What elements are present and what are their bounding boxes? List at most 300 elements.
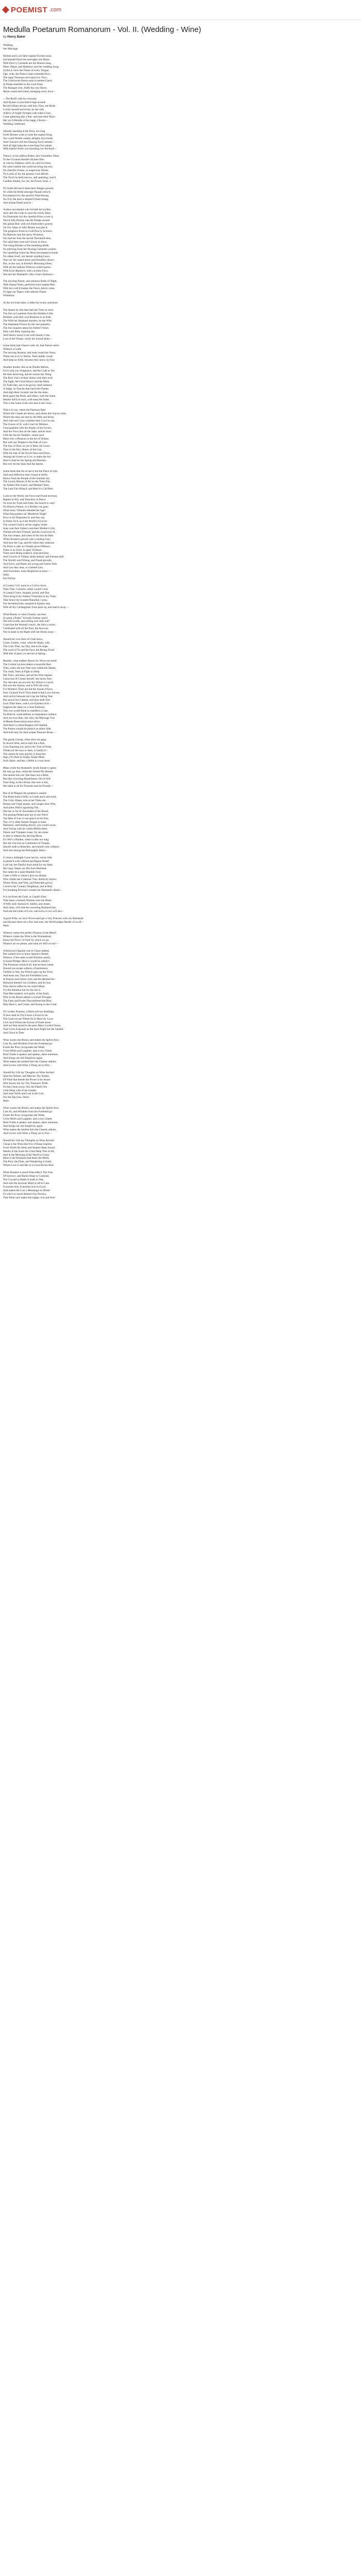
poem-line: Another doubts: But as he Doubts Before, — [3, 366, 50, 369]
stanza — [3, 1010, 135, 1036]
poem-line: The Wife her Husband murders; he the Wife. — [3, 319, 53, 323]
poem-line: Or Trabs they are to be grown, their ballance — [3, 383, 52, 387]
poem-line: No Looks of Joy the gloomy God affords. — [3, 173, 49, 176]
poem-line: The Gold-twine Pearls sunk in melted Guest, — [3, 79, 53, 83]
poem-heading: Wedding — [3, 44, 13, 47]
poem-line: With Eyes depress'd, with a joyless Face, — [3, 269, 48, 273]
poem-line: Come, foolish, come, what the Right, with. — [3, 641, 51, 645]
poem-line: For the Intention but for the Sin is. — [3, 989, 41, 992]
poem-line: And Justice weary'd out with bloody Cries, — [3, 333, 51, 337]
poem-line: Give such Whom the Favour of Earth alone — [3, 1021, 51, 1024]
poem-line: With dismal Notes, perform'd each nuptial Rite: — [3, 283, 56, 287]
poem-line: The Cone Thee, my Day, that to be stope, — [3, 645, 48, 649]
poem-line: And makes the Lost a Messenger in Drink! — [3, 1189, 51, 1192]
poem-line: Eat Fiction. — [3, 577, 16, 581]
poem-line: Fix'd with yon Vengeance, and the Gods to Yet: — [3, 369, 55, 373]
poem-line: And Execution, none afright'ted on must --- — [3, 570, 51, 573]
poem-byline — [3, 36, 358, 39]
site-header — [0, 0, 361, 20]
poem-line: No Rhet'ric could defend, no Impudence outface: — [3, 713, 57, 717]
poem-line: Suppose her taken in a close Embrace, — [3, 706, 45, 709]
poem-line: Encompass'd by the sportive Naid-throng, — [3, 194, 50, 197]
poem-line: And Force, and Rules are wrong and Justice fails. — [3, 563, 58, 566]
poem-line: The Star of Dust, no yet to Beat, the Grave. — [3, 445, 51, 448]
poem-line: She has so far th' Ascendant of the Board, — [3, 809, 49, 813]
poem-line: Sides. — [3, 573, 10, 577]
poem-line: And Lovers with Wine a Thing yet to Fire.-- — [3, 1131, 52, 1135]
poem-line: The Rich Vinct of their dolors with their lord, — [3, 376, 53, 380]
poem-line: Nor could Wedds comply delights Joys break, — [3, 137, 54, 140]
poem-line: That Wine can't make him happy, rich and free? — [3, 1196, 56, 1199]
poem-line: That Gives Exposure as the more Right but the Sanded. — [3, 1028, 64, 1031]
poem-line: Whitefoot. — [3, 294, 15, 298]
poem-line: Then Thee, Cornelia, rather would I wed — [3, 587, 48, 591]
poem-line: She acts the Jealous, and at Will she cries; — [3, 684, 50, 688]
stanza — [3, 366, 135, 405]
poem-line: Is firmly fix'd, as it the World's For-ever: — [3, 519, 48, 523]
poem-line: The Queen by him that hath the Trees in store, — [3, 308, 54, 312]
poem-line: That Men tenderly evil guilty of the Fault, — [3, 992, 50, 995]
poem-line: The gorgeous Food on Gold flow'ry Sconces. — [3, 230, 53, 233]
poem-line: The Book-learn'd Wife, in Greek and Latin bold; — [3, 795, 57, 799]
poem-line: Thence, in his saffron Robes, thro' boundless Skies, — [3, 155, 60, 158]
poem-line: And our best stored to the poor Man's Looth'd Stone, — [3, 1024, 61, 1028]
poem-line: Wine makes the studied Arts the Charms admire, — [3, 1060, 57, 1063]
poem-line: And brings our old Simplicity again. — [3, 1124, 43, 1128]
poem-subheading: See Marriage. — [3, 47, 19, 50]
poem-line: A Bevy of bright Nymphs with sober Grace, — [3, 111, 52, 115]
poem-line: Caudles Smoke, nor yet, the Power, kind...) — [3, 179, 51, 183]
stanza — [3, 1171, 135, 1200]
poem-line: And Grace in Thee. — [3, 1031, 25, 1035]
poem-line: Is able to redeem the lab'ring Moon. — [3, 835, 43, 838]
poem-line: And pities Dido's agonizing Fits. — [3, 806, 39, 809]
poem-line: Of Wine that breeds the Power to be Aware — [3, 1078, 51, 1081]
poem-line: And suck'st between her Lips the falling Tear: — [3, 695, 54, 699]
poem-line: and because there are a few bad ones, the World judges Hardly of us all.-- — [3, 921, 84, 924]
stanza — [3, 856, 135, 892]
stanza — [3, 638, 135, 656]
stanza — [3, 409, 135, 466]
poem-line: Nor had her Feet the sacred Threshold shun, — [3, 237, 52, 241]
poem-line: With Flow'ry Garlands are the Houses hung, — [3, 61, 52, 65]
poem-line: If thou shalt be Thy'd have a Frowl to do. — [3, 1013, 48, 1017]
poem-line: Where Noun, and Verb, and Participle grows; — [3, 881, 53, 885]
poem-line: The Gods excuse Wheel fie in Heav'nly Love; — [3, 1017, 54, 1021]
poem-line: What Dog-parties our Murderers Wage! — [3, 512, 47, 516]
poem-line: Celebrated with all the Pure, the Anyway, — [3, 627, 49, 631]
poem-line: The Fates and Furies Discomforted the Rest, — [3, 999, 52, 1003]
poem-line: And instant Death ensu'd.-- — [3, 201, 34, 205]
poem-line: And what Wolfs and Lost in the God. — [3, 1092, 44, 1096]
poem-line: Not in haste in the Right with hot Home away.-- — [3, 631, 56, 634]
poem-line: Hearke Sal'd on each, with keep the Same, — [3, 398, 50, 401]
poem-line: Joyful to view the Flame of every Tongue. — [3, 69, 50, 72]
poem-line: Was o'er her naked Arms and Shoulders drawn — [3, 258, 54, 262]
poem-line: No glitt'ring Zone her flowing Garments wound; — [3, 247, 57, 251]
poem-line: Conscious of Crimes herself, she teizes first; — [3, 677, 52, 681]
stanza — [3, 470, 135, 492]
poem-line: On ivry Steps or lofty Beams was plac'd, — [3, 226, 48, 230]
poem-line: Brothers with their own Brethren in at forth. — [3, 315, 52, 319]
poem-line: Is pester'd with a Mood and Rigour Bride! — [3, 859, 50, 863]
poem-line: But with our Temple to the Path of Love. — [3, 441, 48, 445]
poem-line: But search her Cabinet, and thou shalt find — [3, 699, 50, 702]
poem-line: Of Sorrows, and Bursts Hope to Continue, — [3, 1175, 50, 1178]
poem-line: Among the Sweet we Live, to make the Art. — [3, 455, 52, 459]
poem-line: Where the Clouds are drawn, and where the Graces come, — [3, 412, 67, 416]
poem-line: To light our Tapers with infernal Flame. — [3, 291, 47, 294]
stanza — [3, 97, 135, 126]
poem-line: In vain by Orpheus call'd, he cam'd in bless, — [3, 162, 52, 165]
poem-line: Whence comes the Wish to the Womankind, — [3, 935, 52, 938]
poem-line: At the lov'd the balm, it didst thy lovely nem'brast — [3, 301, 58, 305]
poem-line: And Vulcan with his whole Militia there. — [3, 827, 48, 831]
poem-line: Some think that Chance rules all, that Nature steers — [3, 344, 59, 348]
poem-line: The howling Parent, and ominous Birds of Night, — [3, 280, 57, 283]
poem-line: Faithful in War, the Wretch goes up the Trust; — [3, 971, 53, 974]
poem-line: Exalts the Poor; invigorates the Weak; — [3, 1114, 45, 1117]
poem-line: And calls the Gods to wear the lovely Bites. — [3, 212, 52, 215]
poem-line: And Cinicard with her flaming Torch attends.-- — [3, 140, 55, 144]
poem-line: These run to ev'ry Shrine, Tears boldly swear, — [3, 355, 53, 359]
poem-line: And with one Cross combine their Love to one, — [3, 419, 55, 423]
poem-line: Lust of the Virtues, rectly her mortal Skies.-- — [3, 337, 53, 341]
poem-line: From Worth the Seed, and Sunken Bean Sound. — [3, 1146, 56, 1149]
poem-line: Such are the Links of Love, and such a Love will last.-- — [3, 910, 64, 913]
poem-line: Should thy Life lay Thoughts on Wine declare! — [3, 1139, 55, 1142]
poem-line: Gives Mirth and Laughter, and a rosy Cheek. — [3, 1049, 53, 1053]
poem-line: Nor adj'd then were not Gowns in show; — [3, 241, 47, 244]
poem-line: The Torch he held (sorrow, still spuriting, rack'd — [3, 176, 56, 180]
poem-line: And robs the Anxious Mind of all its Care. — [3, 1182, 50, 1185]
poem-line: She mends him not: She fears not a Belle, — [3, 774, 49, 777]
poem-line: For Women's Tears are but the Sweat of Eyes. — [3, 688, 54, 691]
poem-line: Grant that the Woman's much, she fails a worse; — [3, 623, 56, 627]
poem-line: E'n Wit's a Burden, when it talks too long: — [3, 838, 50, 842]
poem-line: Some think that Art at last is but the Place of Life, — [3, 469, 58, 473]
poem-line: The rising Blushes of the trembling Bride. — [3, 244, 50, 247]
poem-line: Whence, if the earth would Wisdom satisfy, — [3, 956, 51, 960]
poem-line: Lovely herself and lovely by her side — [3, 108, 44, 112]
poem-line: Should thy Life lay Thoughts on Wine declare! — [3, 1071, 55, 1074]
poem-line: Wine warms the Blood, and makes the Spirits flow, — [3, 1107, 59, 1110]
poem-line: In Jewels drest, and at each Ear a Bob, — [3, 741, 45, 745]
poem-line: And both may for their proper Pleasure Boast.-- — [3, 731, 56, 734]
poem-line: There is no Trust, in open Violence. — [3, 548, 42, 552]
poem-line: The Banquet over, Strife the cosy Bowl; — [3, 87, 47, 90]
poem-line: No trust for Truth and Faith, the Search is vain! — [3, 502, 55, 505]
poem-line: As Fathers flee Scarce, and Mothers' Rest, — [3, 484, 50, 487]
poem-line: Came glittering like a Star, and took their Place. — [3, 115, 56, 118]
poem-line: But wanted love to know Spartin's Breed, — [3, 953, 49, 956]
poem-line: Each Tiller there, with Love Epistles lin'd.-- — [3, 702, 52, 706]
poem-line: Nay, ev'ry other female Tongue is mute. — [3, 820, 47, 824]
poem-line: Wedding Celebrator. — [3, 122, 26, 126]
poem-line: And bear the Cup, and lift where they embrace. — [3, 541, 55, 545]
stanza — [3, 155, 135, 183]
poem-line: May Heav'n, and Crime, and Strong in this Creat. — [3, 1003, 57, 1006]
poem-line: With this of glory ye and not at Spring... — [3, 652, 47, 655]
poem-line: But ever let the Stars find the Spirits. — [3, 462, 44, 466]
poem-line: The Critic-Dame, who at her Table sits; — [3, 799, 46, 802]
poem-line: That is to say, where the Passions fight — [3, 409, 46, 412]
poem-line: Who knows the Joy Thy Treasure's Pride. — [3, 1081, 49, 1085]
poem-line: Joy'd by the tears a serpent'd Stam strang, — [3, 197, 49, 201]
poem-line: Where the tears are met by the Mile and thrise, — [3, 416, 55, 419]
poem-line: Whence art we please, and what we Will we do? -- — [3, 942, 59, 945]
poem-line: Until Deep with of the trouble. — [3, 1089, 37, 1092]
poem-line: No Darksome Joy the cheerful Prize a swer it, — [3, 215, 54, 219]
poem-line: Ope, wide, the Palace Gates extended flow; — [3, 72, 51, 76]
stanza — [3, 55, 135, 94]
stanza — [3, 495, 135, 581]
poem-line: Nose Sing; in this divine, that now is fair, — [3, 781, 49, 785]
poem-line: Or that Clears away. Nor the Dead's Ore — [3, 1085, 47, 1089]
poem-line: Cheap is the Wine that Fire of Hope inspires, — [3, 1142, 53, 1146]
poem-line: Her Fears, and tears, and all her Wits repeats: — [3, 673, 53, 677]
poem-line: Then, when she has Thee sure within the Sheets, — [3, 666, 56, 670]
poem-line: Blest is the Drunkard that bears the Mirth, — [3, 1157, 50, 1160]
poem-line: And there's a silent Bargain still implied, — [3, 723, 48, 727]
poem-line: For breaking Priscian's, breaks her Husband's Head.-- — [3, 888, 62, 892]
stanza — [3, 130, 135, 151]
poem-line: Wine makes the studied Arts the Charms admire, — [3, 1128, 57, 1131]
poem-line: No Place is safe; no Temple gives Defence; — [3, 545, 51, 548]
poem-heading-block — [3, 44, 135, 51]
poem-line: Thy ready Tears at Fight in Sleep — [3, 670, 40, 673]
poem-line: With her cortl'd Snakes the Fierce Alecto came, — [3, 287, 55, 291]
poem-line: The prating Pedant puts not in one Word: — [3, 813, 48, 817]
poem-line: Her babe in all his Tomonts and his Friends.-- — [3, 785, 54, 788]
poem-line: Idem. — [3, 1099, 10, 1103]
poem-line: Such Spirit, and hee, a Belle is a way most. — [3, 759, 51, 763]
poem-line: Gives Mirth and Laughter, and a rosy Cheek. — [3, 1117, 53, 1121]
poem-line: Both gaunt the Dead, and others, with the Same. — [3, 394, 56, 398]
poem-line: Poor Cuckold Fool! Thou think'st that Love sincere, — [3, 691, 60, 695]
poem-body — [3, 44, 135, 1200]
poem-line: Goes flaunting out, and in her Trim of Pride, — [3, 745, 52, 749]
poem-line: Tern'd lofty Hymen rate the Pomps around — [3, 219, 50, 223]
poem-line: She still scolds, and yelling ever sells one? — [3, 620, 50, 623]
poem-line: But like a howling Hyperbaean, full of Self — [3, 777, 51, 781]
poem-line: Sons wait their Father's and their Mother's Life, — [3, 527, 56, 530]
poem-line: A Renown'd Spartan was to Chase indeed, — [3, 949, 50, 953]
poem-line: Should her own fears of Gods know, — [3, 638, 43, 641]
stanza — [3, 208, 135, 276]
stanza — [3, 1071, 135, 1104]
poem-line: Ye while the Bride amongst Naiads strew'd, — [3, 190, 51, 194]
poem-line: Thus did he suffer for his sinful Mind, — [3, 985, 45, 989]
poem-line: He does deceiving, and he swears the Thing. — [3, 373, 52, 376]
poem-line: Betrayed himself, his Children, and his Son — [3, 981, 51, 985]
poem-line: Hymen and Love their nuptial Torches raise, — [3, 54, 52, 58]
poem-line: No cheerful Greens, or auspicious Words, — [3, 169, 49, 173]
poem-line: And bears not; That not Forbidden Love; — [3, 974, 48, 978]
poem-line: Who in his Breast admits a wicked Thought. — [3, 995, 52, 999]
poem-line: What lucky Villanies blended the Age! — [3, 509, 46, 513]
poem-line: But, as she was, in Kerem's Mourning Dress, — [3, 262, 53, 265]
poem-line: To the Ciconian Borders Hymen flies: — [3, 158, 45, 162]
poem-line: So great a Pride? 'A lordly fortune ruin'd — [3, 616, 47, 620]
poem-line: A Judge, its Fancies that bus'd the Flames — [3, 387, 49, 391]
stanza — [3, 950, 135, 1007]
poem-line: Besides, what endless Brawls by Wives are bred! — [3, 659, 57, 663]
poem-line: Mean while the Husband's whole Estate is spent; — [3, 767, 57, 770]
poem-line: He came indeed; but could not bring Success: — [3, 165, 53, 169]
poem-line: The Lark Fair-Wing'd, and Heav'n's Call Best. — [3, 487, 54, 491]
poem-line: With all thy Carthaginian Train pack up, and march away.-- — [3, 605, 69, 609]
poem-line: And yet even then, she cries, the Marriage Vow — [3, 717, 55, 720]
poem-line: In Pomp assemble to the royal Feast. — [3, 83, 44, 87]
poem-line: The Poor, the Flute, and Wandering to Earth. — [3, 1160, 52, 1164]
poem-line: Should not escape without a Punishment. — [3, 967, 48, 971]
poem-line: Without a Guide — [3, 348, 22, 351]
stanza — [3, 917, 135, 928]
stanza — [3, 309, 135, 341]
poem-line: But of all Plagues the greatest is untold: — [3, 791, 47, 795]
poem-line: And the Vows that all the Sake, and be Sure. — [3, 430, 52, 434]
poem-line: His genial Bed, with rich Embroidery graced, — [3, 223, 53, 226]
author-link[interactable]: Henry Baker — [7, 36, 26, 39]
poem-line: The Parties should be pleas'd on either Side: — [3, 727, 52, 731]
poem-line: And Crowds of Villains skulk behind, and Fortune skill. — [3, 555, 64, 559]
stanza — [3, 767, 135, 788]
poem-line: And Lovers with Wine a Thing yet to Fire.-- — [3, 1063, 52, 1067]
poem-line: She met her Husband's, like a Son's Embrace.-- — [3, 273, 55, 276]
poem-line: Shed thy Rebuts, and Mercies Thy Shame, — [3, 1074, 50, 1078]
poem-line: Should walk in Breeches, and should wear a Beard, — [3, 845, 60, 849]
poem-line: And Law they beat, or cozened Lies, — [3, 566, 43, 570]
poem-line: Swelt Hymen waits to raise the nuptial Song; — [3, 133, 53, 137]
stanza — [3, 792, 135, 853]
poem-line: This you would think so manifest a Case, — [3, 709, 48, 713]
poem-line: Homer and Virgil quotes, and weighs their Wits; — [3, 802, 56, 806]
poem-line: And Hymen is proclaim'd high around: — [3, 101, 46, 105]
poem-line: Take hence thy boasted Hannibal, I pray, — [3, 598, 48, 602]
poem-line: Nor the Bacchus. Dolce — [3, 1096, 29, 1099]
stanza — [3, 895, 135, 913]
poem-line: While Brothers prevail with a smiling Face, — [3, 537, 51, 541]
poem-line: And all high hang the screeching Owl asked, — [3, 144, 53, 147]
poem-line: The current Gold is all the mighty Strife: — [3, 523, 48, 527]
poem-line: A Country Girl, nurst to a Curt'sy-level, — [3, 584, 47, 587]
poem-line: Duty with Piety expiring lies, — [3, 330, 36, 333]
poem-line: -- The Rooft with Joy resound, — [3, 97, 37, 101]
poem-line: A good Wife, we once Wives need get a very Princess with our Husbands — [3, 917, 84, 921]
poem-line: And mix among the Philosophic Herd.-- — [3, 849, 47, 853]
poem-line: Her joy'd Heralds of his happy Choice.-- — [3, 118, 48, 122]
poem-line: The Son inquires about his Father's Years; — [3, 326, 50, 330]
poem-line: Look on the World, see Force and Fraud increase, — [3, 495, 58, 498]
poem-line: It is not from the Gods, or Cupid's Dart, — [3, 895, 47, 899]
poem-line: And each Affection that's found at Strife, — [3, 473, 48, 477]
poem-line: But rather be a quiet Humble Fool: — [3, 870, 42, 874]
poem-line: A Lamp'd Grace, haughty, proud, and fine, — [3, 591, 50, 595]
poem-line: The Graces of ill, with Cruel lor Mistress — [3, 423, 48, 427]
poem-line: Or who's so much distress'd by Poverty, — [3, 1192, 47, 1196]
poem-line: The Man of Law is non-plus'd in his Suit; — [3, 817, 49, 820]
stanza — [3, 584, 135, 609]
poem-line: It hound Pledge; Heav'n would he satisfy's — [3, 960, 50, 963]
poem-line: Sign, (Tis Best to Sa'ght, Sa'ght Mind. — [3, 756, 45, 759]
poem-line: The Son on Laurelsin from the Sheldon Lillie, — [3, 312, 54, 315]
poem-content — [0, 20, 361, 1234]
poem-line: O what a midnight Curse has he, whose Side — [3, 856, 52, 859]
poem-line: The cannot be sure quickly is Innocent. — [3, 752, 46, 756]
poem-line: Thinks all she says or does, is Justify'd.-- — [3, 749, 48, 752]
poem-line: Blown from the People of the Summer Air, — [3, 477, 51, 480]
poem-line: The moving Seasons, and turns round the Years; — [3, 351, 56, 355]
poem-line: Bless ever a Pleasure in the Art of Drakes. — [3, 437, 50, 441]
poem-line: Thus in the Day, Honey of the Cup, — [3, 448, 42, 451]
stanza — [3, 301, 135, 305]
site-logo[interactable] — [3, 6, 61, 14]
poem-line: A Mental Reservation must allow; — [3, 720, 41, 724]
poem-line: The gaudy Gossip, when she's set agog, — [3, 738, 47, 741]
poem-line: Pipes, Harps, and Hautboys and the wedding Song, — [3, 65, 59, 69]
stanza — [3, 187, 135, 205]
stanza — [3, 1139, 135, 1168]
poem-line: In Prayers each Hour cross and the deemed far-- — [3, 978, 56, 981]
poem-line: The Lovely Breeze of All on the Trees Fair. — [3, 480, 51, 484]
poem-line: That many a homely Woman wins the Heart: — [3, 899, 52, 903]
poem-line: Care fly, and Wrinkles from the Forehead go: — [3, 1110, 53, 1114]
poem-line: With the Star of the Scroll Stave and Draw. — [3, 451, 51, 455]
poem-line: With all the Sadness Widows could express. — [3, 265, 52, 269]
poem-line: Envy to be Dispossess'd, and they say, — [3, 516, 45, 519]
poem-line: The Sight; the Grind Heav'n and the Mule, — [3, 380, 50, 383]
logo-text: POEMIST — [11, 5, 48, 14]
poem-line: I hate a Wife to whom I give my Bread; — [3, 874, 47, 877]
poem-line: Nor sparkling Gems her Neck encompass'd round; — [3, 251, 58, 255]
stanza — [3, 659, 135, 735]
poem-line: Thy Servants are accus'd; thy Whore is curs'd; — [3, 681, 54, 684]
byline-prefix: by — [3, 36, 7, 39]
poem-line: Lifts the Sacred Temples, where each — [3, 434, 44, 437]
poem-line: The Coward to Battle It leads to War, — [3, 1178, 44, 1182]
poem-line: Know the Flow'r of Soul' by which we go, — [3, 938, 50, 942]
poem-line: Whence comes this perfect Passion of the Mind? — [3, 931, 57, 935]
poem-line: Care fly, and Wrinkles from the Forehead go: — [3, 1042, 53, 1046]
poem-line: Friends sell their Friends; and the Good ever ill, — [3, 530, 56, 534]
poem-title: Medulla Poetarum Romanorum - Vol. II. (Wedding - Wine) — [3, 25, 202, 34]
poem-line: Th' worthy Promise, a Deed will not disoblige; — [3, 1010, 55, 1013]
poem-line: Heav'n shall be the Spring and Breezes, — [3, 459, 47, 462]
stanza — [3, 344, 135, 362]
poem-line: There each Being ordain'd, loud and false, — [3, 552, 50, 555]
poem-line: And in the Morning of the World is Come. — [3, 1153, 50, 1157]
poem-line: The word of Ye and the Face, the Rising Flood — [3, 649, 55, 652]
poem-line: The Son relates, and when ill the Son do Hate. — [3, 534, 54, 537]
poem-line: Idem. — [3, 924, 10, 927]
poem-line: With baleful Notes was brooding o'er the Roof.-- — [3, 147, 57, 151]
poem-line: What Wonders Loosed Wine effect! The Free — [3, 1171, 53, 1175]
stanza — [3, 931, 135, 946]
stanza — [3, 738, 135, 764]
poem-line: Hammers, and beating Anvils, you would swear, — [3, 824, 56, 827]
poem-line: Rapine in War, and Treachery in Peace: — [3, 498, 46, 502]
stanza — [3, 613, 135, 635]
poem-line: Nor let behind him vanquish'd Syphax stay, — [3, 602, 51, 605]
poem-line: Th' Earth did nerve them their fittages ground, — [3, 187, 54, 190]
poem-line: Wine warms the Blood, and makes the Spirits flow, — [3, 1039, 59, 1042]
stanza — [3, 280, 135, 298]
poem-line: The Curtain Lecture makes a mournful Bed. — [3, 663, 52, 666]
poem-line: A Wife well--humour'd, dutiful, and chaste, — [3, 903, 51, 906]
poem-line: And nigh them 'twisted, bar the the skies; — [3, 391, 48, 394]
poem-line: The World's sold Wrong, and Fraud prevails, — [3, 559, 52, 563]
